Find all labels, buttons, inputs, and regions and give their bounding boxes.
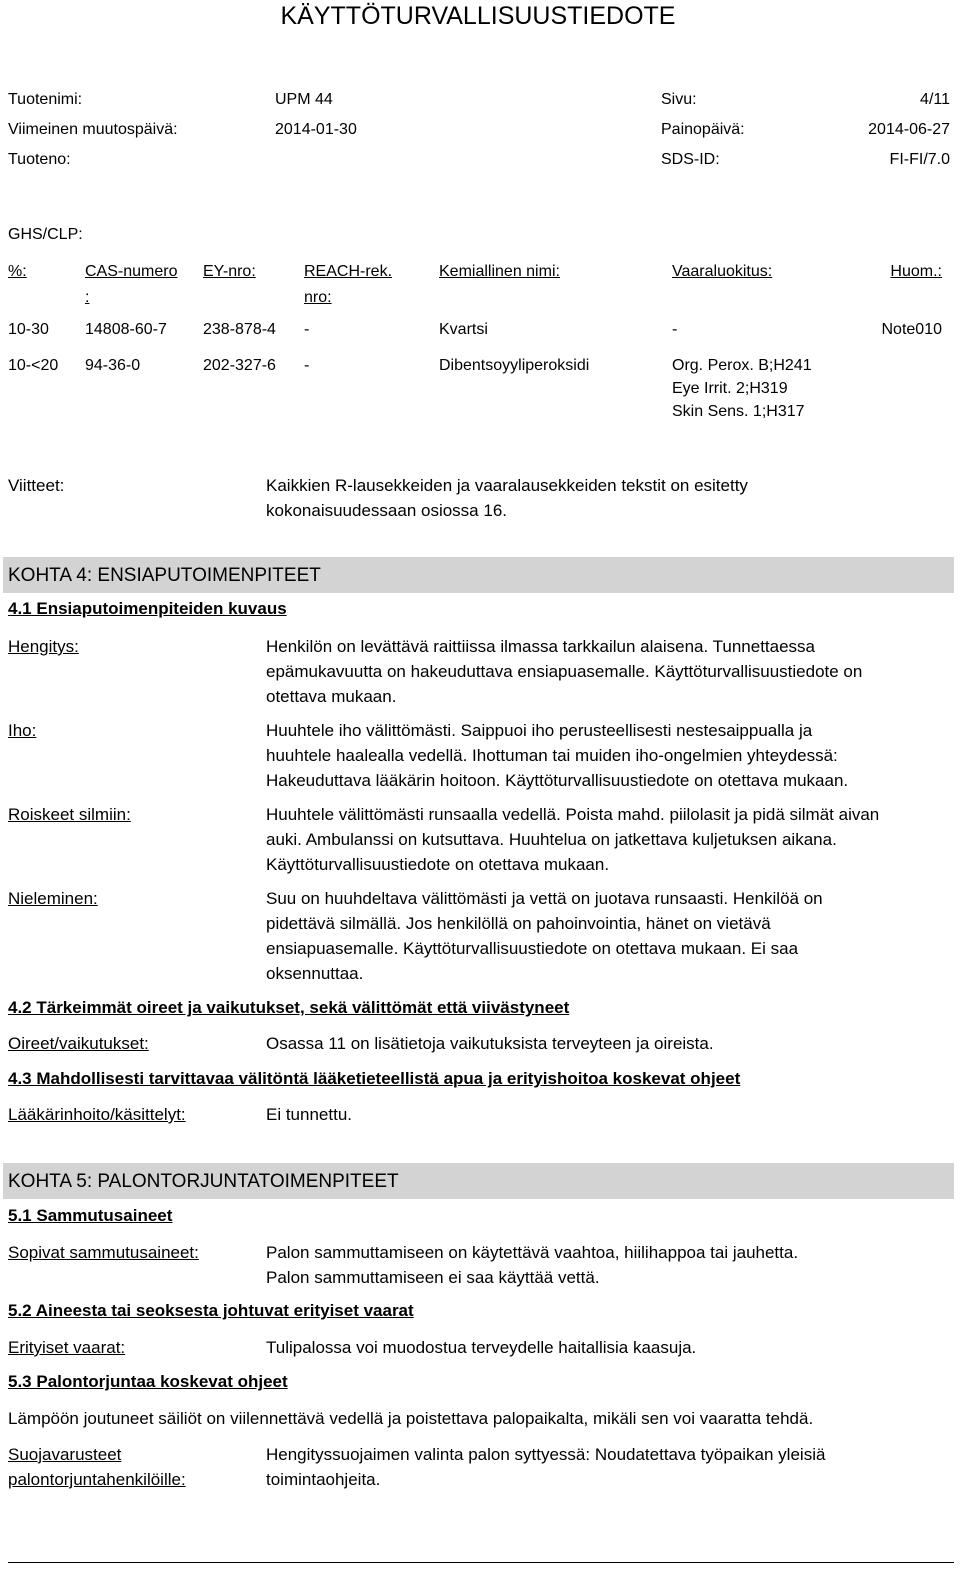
inhalation-text-2: epämukavuutta on hakeuduttava ensiapuasemalle. Käyttöturvallisuustiedote on [266,662,863,681]
table-row-2-cas: 94-36-0 [85,357,141,374]
symptoms-text: Osassa 11 on lisätietoja vaikutuksista terveyteen ja oireista. [266,1034,714,1053]
document-title: KÄYTTÖTURVALLISUUSTIEDOTE [280,2,676,30]
product-name-label: Tuotenimi: [8,91,83,108]
col-header-percent: %: [8,263,27,280]
subsection-4-2-title: 4.2 Tärkeimmät oireet ja vaikutukset, sekä välittömät että viivästyneet [8,998,570,1017]
skin-text-3: Hakeuduttava lääkärin hoitoon. Käyttöturvallisuustiedote on otettava mukaan. [266,771,849,790]
firefighting-advice-text: Lämpöön joutuneet säiliöt on viilennettävä vedellä ja poistettava palopaikalta, mikäli sen voi vaaratta tehdä. [8,1409,814,1428]
table-row-2-ey: 202-327-6 [203,357,276,374]
col-header-chemical-name: Kemiallinen nimi: [439,263,560,280]
section-5-header [3,1163,954,1199]
eyes-text-1: Huuhtele välittömästi runsaalla vedellä. Poista mahd. piilolasit ja pidä silmät aivan [266,805,880,824]
col-header-reach-nro: nro: [304,289,332,306]
extinguishing-media-text-2: Palon sammuttamiseen ei saa käyttää vettä. [266,1268,600,1287]
product-number-label: Tuoteno: [8,151,71,168]
col-header-cas: CAS-numero [85,263,178,280]
skin-text-1: Huuhtele iho välittömästi. Saippuoi iho perusteellisesti nestesaippualla ja [266,721,813,740]
ingestion-text-4: oksennuttaa. [266,964,364,983]
protective-equipment-text-1: Hengityssuojaimen valinta palon syttyessä: Noudatettava työpaikan yleisiä [266,1445,826,1464]
subsection-4-3-title: 4.3 Mahdollisesti tarvittavaa välitöntä lääketieteellistä apua ja erityishoitoa koskevat ohjeet [8,1069,741,1088]
ghs-clp-label: GHS/CLP: [8,226,83,243]
references-text-line-1: Kaikkien R-lausekkeiden ja vaaralausekkeiden tekstit on esitetty [266,476,748,495]
section-4-title: KOHTA 4: ENSIAPUTOIMENPITEET [8,565,321,586]
extinguishing-media-label: Sopivat sammutusaineet: [8,1243,199,1262]
references-label: Viitteet: [8,476,65,495]
skin-text-2: huuhtele haalealla vedellä. Ihottuman tai muiden iho-ongelmien yhteydessä: [266,746,838,765]
modified-date-label: Viimeinen muutospäivä: [8,121,178,138]
references-text-line-2: kokonaisuudessaan osiossa 16. [266,501,507,520]
subsection-5-2-title: 5.2 Aineesta tai seoksesta johtuvat erityiset vaarat [8,1301,414,1320]
subsection-5-1-title: 5.1 Sammutusaineet [8,1206,173,1225]
symptoms-label: Oireet/vaikutukset: [8,1034,149,1053]
inhalation-text-3: otettava mukaan. [266,687,397,706]
table-row-1-note: Note010 [881,321,942,338]
page-label: Sivu: [661,91,697,108]
extinguishing-media-text-1: Palon sammuttamiseen on käytettävä vaahtoa, hiilihappoa tai jauhetta. [266,1243,799,1262]
treatment-label: Lääkärinhoito/käsittelyt: [8,1105,186,1124]
modified-date-value: 2014-01-30 [275,121,357,138]
section-5-title: KOHTA 5: PALONTORJUNTATOIMENPITEET [8,1171,399,1192]
col-header-ey: EY-nro: [203,263,256,280]
print-date-label: Painopäivä: [661,121,745,138]
col-header-note: Huom.: [890,263,942,280]
sds-id-value: FI-FI/7.0 [889,151,950,168]
special-hazards-text: Tulipalossa voi muodostua terveydelle haitallisia kaasuja. [266,1338,697,1357]
col-header-classification: Vaaraluokitus: [672,263,773,280]
special-hazards-label: Erityiset vaarat: [8,1338,126,1357]
ingestion-text-2: pidettävä silmällä. Jos henkilöllä on pahoinvointia, hänet on vietävä [266,914,771,933]
treatment-text: Ei tunnettu. [266,1105,353,1124]
table-row-2-classification-2: Eye Irrit. 2;H319 [672,380,788,397]
table-row-1-reach: - [304,321,310,338]
table-row-1-classification: - [672,321,678,338]
table-row-2-percent: 10-<20 [8,357,59,374]
product-name-value: UPM 44 [275,91,333,108]
table-row-1-name: Kvartsi [439,321,488,338]
subsection-4-1-title: 4.1 Ensiaputoimenpiteiden kuvaus [8,599,287,618]
sds-id-label: SDS-ID: [661,151,720,168]
table-row-1-ey: 238-878-4 [203,321,276,338]
ingestion-text-1: Suu on huuhdeltava välittömästi ja vettä on juotava runsaasti. Henkilöä on [266,889,823,908]
eyes-label: Roiskeet silmiin: [8,805,131,824]
ingestion-label: Nieleminen: [8,889,98,908]
page-number: 4/11 [920,91,950,108]
table-row-2-reach: - [304,357,310,374]
inhalation-label: Hengitys: [8,637,79,656]
col-header-reach: REACH-rek. [304,263,393,280]
ingestion-text-3: ensiapuasemalle. Käyttöturvallisuustiedote on otettava mukaan. Ei saa [266,939,799,958]
inhalation-text-1: Henkilön on levättävä raittiissa ilmassa tarkkailun alaisena. Tunnettaessa [266,637,816,656]
eyes-text-3: Käyttöturvallisuustiedote on otettava mukaan. [266,855,610,874]
table-row-1-percent: 10-30 [8,321,49,338]
table-row-2-classification-1: Org. Perox. B;H241 [672,357,812,374]
subsection-5-3-title: 5.3 Palontorjuntaa koskevat ohjeet [8,1372,288,1391]
footer-divider [8,1562,954,1563]
table-row-2-classification-3: Skin Sens. 1;H317 [672,403,805,420]
table-row-2-name: Dibentsoyyliperoksidi [439,357,590,374]
skin-label: Iho: [8,721,37,740]
protective-equipment-text-2: toimintaohjeita. [266,1470,381,1489]
table-row-1-cas: 14808-60-7 [85,321,167,338]
col-header-cas-colon: : [85,289,90,306]
protective-equipment-label-1: Suojavarusteet [8,1445,122,1464]
print-date-value: 2014-06-27 [868,121,950,138]
section-4-header [3,557,954,593]
eyes-text-2: auki. Ambulanssi on kutsuttava. Huuhtelua on jatkettava kuljetuksen aikana. [266,830,837,849]
protective-equipment-label-2: palontorjuntahenkilöille: [8,1470,186,1489]
